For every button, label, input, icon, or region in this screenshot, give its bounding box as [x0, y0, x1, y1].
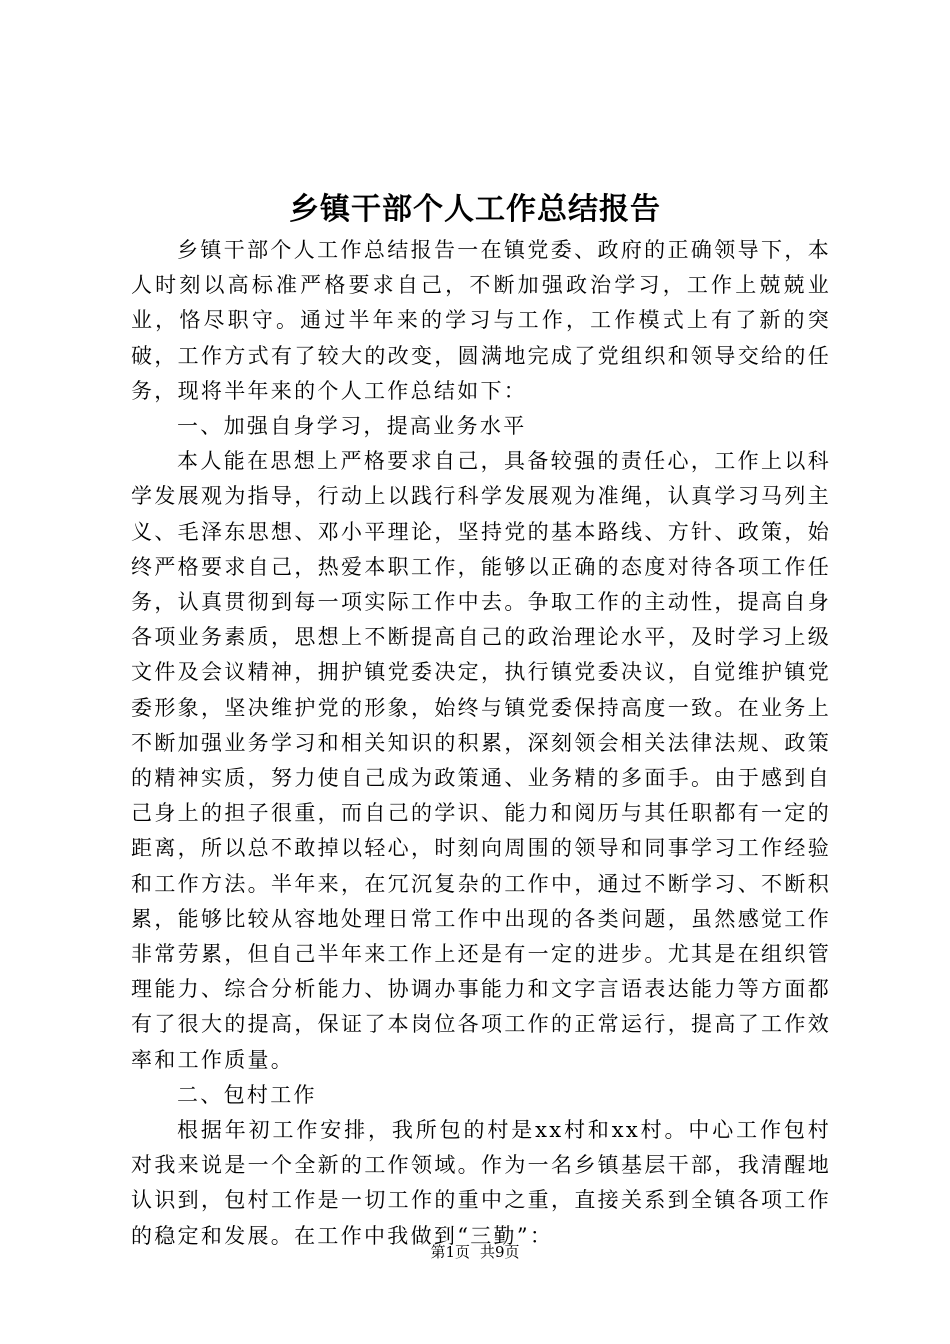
document-body [131, 233, 831, 1254]
section-2-paragraph: 根据年初工作安排，我所包的村是xx村和xx村。中心工作包村对我来说是一个全新的工作领域。作为一名乡镇基层干部，我清醒地认识到，包村工作是一切工作的重中之重，直接关系到全镇各项工作的稳定和发展。在工作中我做到“三勤”： [131, 1118, 831, 1248]
intro-paragraph: 乡镇干部个人工作总结报告一在镇党委、政府的正确领导下，本人时刻以高标准严格要求自己，不断加强政治学习，工作上兢兢业业，恪尽职守。通过半年来的学习与工作，工作模式上有了新的突破，工作方式有了较大的改变，圆满地完成了党组织和领导交给的任务，现将半年来的个人工作总结如下： [131, 238, 831, 403]
page-number: 第1页 [430, 1243, 470, 1261]
section-heading-1: 一、加强自身学习，提高业务水平 [177, 414, 527, 439]
document-title: 乡镇干部个人工作总结报告 [289, 192, 661, 227]
section-1-paragraph: 本人能在思想上严格要求自己，具备较强的责任心，工作上以科学发展观为指导，行动上以践行科学发展观为准绳，认真学习马列主义、毛泽东思想、邓小平理论，坚持党的基本路线、方针、政策，始终严格要求自己，热爱本职工作，能够以正确的态度对待各项工作任务，认真贯彻到每一项实际工作中去。争取工作的主动性，提高自身各项业务素质，思想上不断提高自己的政治理论水平，及时学习上级文件及会议精神，拥护镇党委决定，执行镇党委决议，自觉维护镇党委形象，坚决维护党的形象，始终与镇党委保持高度一致。在业务上不断加强业务学习和相关知识的积累，深刻领会相关法律法规、政策的精神实质，努力使自己成为政策通、业务精的多面手。由于感到自己身上的担子很重，而自己的学识、能力和阅历与其任职都有一定的距离，所以总不敢掉以轻心，时刻向周围的领导和同事学习工作经验和工作方法。半年来，在冗沉复杂的工作中，通过不断学习、不断积累，能够比较从容地处理日常工作中出现的各类问题，虽然感觉工作非常劳累，但自己半年来工作上还是有一定的进步。尤其是在组织管理能力、综合分析能力、协调办事能力和文字言语表达能力等方面都有了很大的提高，保证了本岗位各项工作的正常运行，提高了工作效率和工作质量。 [131, 449, 831, 1072]
page-footer [0, 1241, 950, 1263]
page-total: 共9页 [480, 1243, 520, 1261]
section-heading-2: 二、包村工作 [177, 1082, 317, 1107]
